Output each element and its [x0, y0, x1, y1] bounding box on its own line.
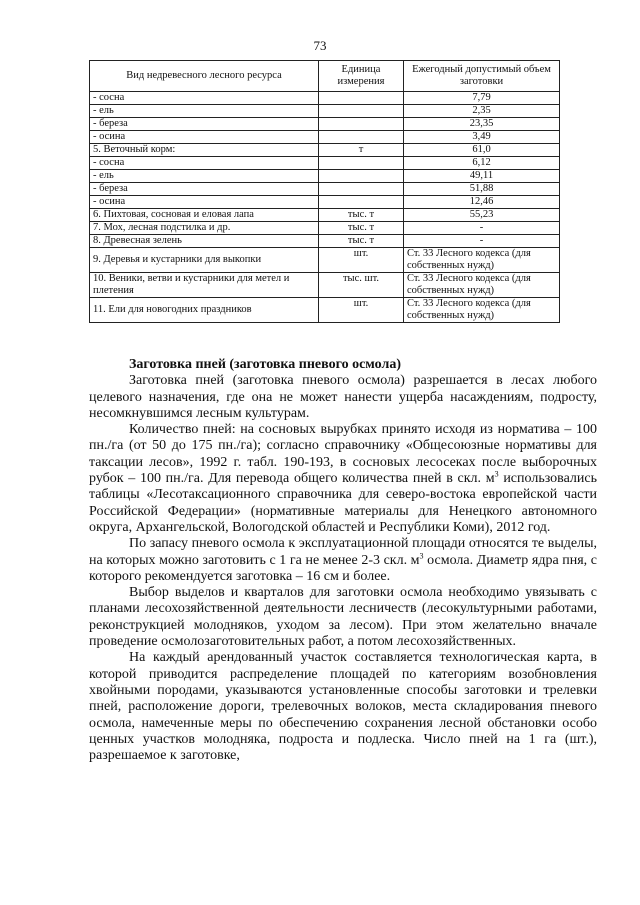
table-row	[90, 235, 560, 248]
header-unit: Единица измерения	[319, 61, 404, 92]
row-unit	[319, 183, 404, 196]
paragraph-2	[89, 422, 597, 536]
row-resource-name: - береза	[90, 118, 319, 131]
row-unit: тыс. т	[319, 235, 404, 248]
row-unit	[319, 118, 404, 131]
row-unit	[319, 92, 404, 105]
table-row	[90, 157, 560, 170]
table-row	[90, 144, 560, 157]
row-value: 2,35	[404, 105, 560, 118]
paragraph-3-part-2: осмола. Диаметр ядра пня, с которого рекомендуется заготовка – 16 см и более.	[89, 552, 597, 584]
row-value: Ст. 33 Лесного кодекса (для собственных нужд)	[404, 273, 560, 298]
row-value: 7,79	[404, 92, 560, 105]
row-value: 49,11	[404, 170, 560, 183]
table-row	[90, 209, 560, 222]
table-row	[90, 222, 560, 235]
row-resource-name: - ель	[90, 105, 319, 118]
row-unit	[319, 157, 404, 170]
table-row	[90, 298, 560, 323]
row-resource-name: 8. Древесная зелень	[90, 235, 319, 248]
paragraph-4: Выбор выделов и кварталов для заготовки осмола необходимо увязывать с планами лесохозяйственной деятельности лесничеств (лесокультурными работами, реконструкцией молодняков, уходом за лесом). При этом желательно вначале проведение осмолозаготовительных работ, а потом лесохозяйственных.	[89, 585, 597, 650]
section-heading: Заготовка пней (заготовка пневого осмола)	[129, 357, 401, 372]
row-resource-name: - береза	[90, 183, 319, 196]
row-resource-name: 6. Пихтовая, сосновая и еловая лапа	[90, 209, 319, 222]
page-number: 73	[313, 38, 327, 53]
row-unit	[319, 196, 404, 209]
row-value: 51,88	[404, 183, 560, 196]
table-row	[90, 248, 560, 273]
row-resource-name: - ель	[90, 170, 319, 183]
row-value: 61,0	[404, 144, 560, 157]
row-value: Ст. 33 Лесного кодекса (для собственных нужд)	[404, 298, 560, 323]
row-value: 3,49	[404, 131, 560, 144]
row-resource-name: 9. Деревья и кустарники для выкопки	[90, 248, 319, 273]
row-unit	[319, 131, 404, 144]
superscript-cubic: 3	[419, 550, 424, 560]
row-unit	[319, 105, 404, 118]
paragraph-2-part-2: использовались таблицы «Лесотаксационного справочника для северо-востока европейской части Российской Федерации» (нормативные материалы для Ненецкого автономного округа, Архангельской, Вологодской областей и Республики Коми), 2012 год.	[89, 471, 597, 535]
table-row	[90, 170, 560, 183]
row-resource-name: - сосна	[90, 157, 319, 170]
row-unit: тыс. шт.	[319, 273, 404, 298]
row-value: Ст. 33 Лесного кодекса (для собственных нужд)	[404, 248, 560, 273]
table-header-row	[90, 61, 560, 92]
row-unit: тыс. т	[319, 222, 404, 235]
row-resource-name: 5. Веточный корм:	[90, 144, 319, 157]
row-unit: т	[319, 144, 404, 157]
row-resource-name: - сосна	[90, 92, 319, 105]
table-row	[90, 131, 560, 144]
table-row	[90, 273, 560, 298]
header-annual-volume: Ежегодный допустимый объем заготовки	[404, 61, 560, 92]
row-value: 55,23	[404, 209, 560, 222]
table-row	[90, 183, 560, 196]
paragraph-5: На каждый арендованный участок составляется технологическая карта, в которой приводится распределение площадей по категориям возобновления хвойными породами, указываются установленные способы заготовки и трелевки пней, расположение дороги, трелевочных волоков, места складирования пневого осмола, намеченные меры по обеспечению сохранения лесной обстановки особо ценных участков молодняка, подроста и подлеска. Число пней на 1 га (шт.), разрешаемое к заготовке,	[89, 650, 597, 764]
header-resource-type: Вид недревесного лесного ресурса	[90, 61, 319, 92]
paragraph-3-part-1: По запасу пневого осмола к эксплуатационной площади относятся те выделы, на которых можно заготовить с 1 га не менее 2-3 скл. м	[89, 536, 597, 568]
row-value: 12,46	[404, 196, 560, 209]
row-resource-name: 7. Мох, лесная подстилка и др.	[90, 222, 319, 235]
resources-table	[89, 60, 560, 323]
row-value: -	[404, 235, 560, 248]
body-text	[89, 357, 597, 764]
row-resource-name: - осина	[90, 131, 319, 144]
row-resource-name: 10. Веники, ветви и кустарники для метел и плетения	[90, 273, 319, 298]
table-row	[90, 105, 560, 118]
row-unit: шт.	[319, 248, 404, 273]
row-value: -	[404, 222, 560, 235]
row-unit: тыс. т	[319, 209, 404, 222]
table-row	[90, 92, 560, 105]
paragraph-2-part-1: Количество пней: на сосновых вырубках принято исходя из норматива – 100 пн./га (от 50 до 175 пн./га); согласно справочнику «Общесоюзные нормативы для таксации лесов», 1992 г. табл. 190-193, в сосновых лесосеках после выборочных рубок – 100 пн./га. Для перевода общего количества пней в скл. м	[89, 422, 597, 487]
paragraph-3	[89, 536, 597, 585]
row-unit	[319, 170, 404, 183]
row-value: 6,12	[404, 157, 560, 170]
row-unit: шт.	[319, 298, 404, 323]
superscript-cubic: 3	[494, 469, 499, 479]
row-value: 23,35	[404, 118, 560, 131]
table-row	[90, 118, 560, 131]
paragraph-1: Заготовка пней (заготовка пневого осмола) разрешается в лесах любого целевого назначения, где она не может нанести ущерба насаждениям, подросту, несомкнувшимся лесным культурам.	[89, 373, 597, 421]
row-resource-name: 11. Ели для новогодних праздников	[90, 298, 319, 323]
table-row	[90, 196, 560, 209]
row-resource-name: - осина	[90, 196, 319, 209]
